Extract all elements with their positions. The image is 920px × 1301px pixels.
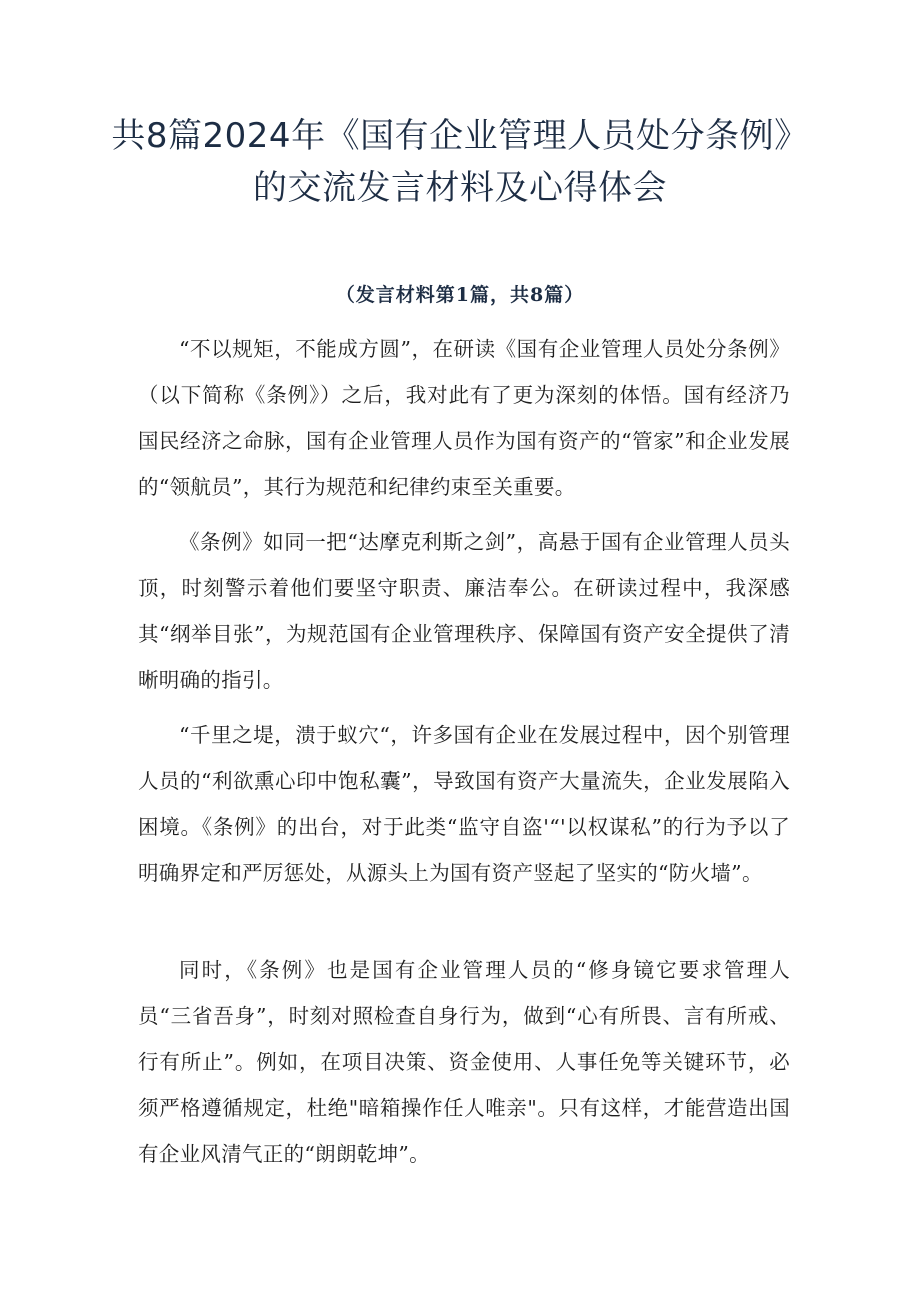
document-title: 共8篇2024年《国有企业管理人员处分条例》的交流发言材料及心得体会 [111,116,809,208]
paragraph-3: “千里之堤，溃于蚁穴“，许多国有企业在发展过程中，因个别管理人员的“利欲熏心印中饱私囊”，导致国有资产大量流失，企业发展陷入困境。《条例》的出台，对于此类“监守自盗'“'以权谋私”的行为予以了明确界定和严厉惩处，从源头上为国有资产竖起了坚实的“防火墙”。 [138,723,790,885]
paragraph-1: “不以规矩，不能成方圆”，在研读《国有企业管理人员处分条例》（以下简称《条例》）之后，我对此有了更为深刻的体悟。国有经济乃国民经济之命脉，国有企业管理人员作为国有资产的“管家”和企业发展的“领航员”，其行为规范和纪律约束至关重要。 [138,337,790,499]
document-subtitle: （发言材料第1篇，共8篇） [335,284,585,306]
paragraph-2: 《条例》如同一把“达摩克利斯之剑”，高悬于国有企业管理人员头顶，时刻警示着他们要坚守职责、廉洁奉公。在研读过程中，我深感其“纲举目张”，为规范国有企业管理秩序、保障国有资产安全提供了清晰明确的指引。 [138,530,790,692]
paragraph-4: 同时，《条例》也是国有企业管理人员的“修身镜它要求管理人员“三省吾身”，时刻对照检查自身行为，做到“心有所畏、言有所戒、行有所止”。例如，在项目决策、资金使用、人事任免等关键环节，必须严格遵循规定，杜绝"暗箱操作任人唯亲"。只有这样，才能营造出国有企业风清气正的“朗朗乾坤”。 [138,958,790,1166]
